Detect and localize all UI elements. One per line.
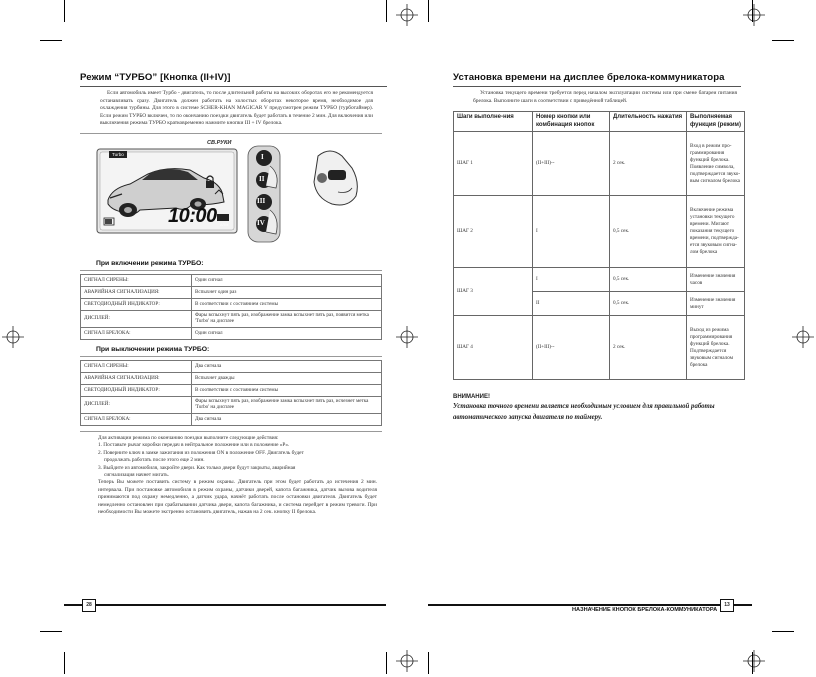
table-row	[81, 298, 382, 310]
table-value: Вспыхнет дважды	[192, 372, 382, 384]
turbo-outro-paragraph: Теперь Вы можете поставить систему в режим охраны. Двигатель при этом будет работать до истечения 2 мин. интервала. При постановке автомобиля в режим охраны, датчики дверей, капота багажника, датчик вызова водителя принимаются под охрану немедленно, а датчик удара, начнёт работать после остановки двигателя. Двигатель будет немедленно остановлен при срабатывании датчика двери, капота багажника, и система перейдет в режим тревоги. При необходимости Вы можете экстренно остановить двигатель, нажав на 2 сек. кнопку II брелока.	[98, 479, 377, 516]
turbo-on-table	[80, 274, 382, 340]
function-cell: Включение режима установки текущего времени. Мигают показания текущего времени, подтвержда-ется звуковым сигна-лом брелока	[687, 196, 745, 268]
turbo-section-title: Режим “ТУРБО” [Кнопка (II+IV)]	[80, 72, 231, 83]
table-top-rule	[80, 270, 382, 271]
footer-section-title: НАЗНАЧЕНИЕ КНОПОК БРЕЛОКА-КОММУНИКАТОРА	[572, 607, 718, 613]
table-value: В соответствии с состоянием системы	[192, 384, 382, 396]
duration-cell: 2 сек.	[610, 132, 687, 196]
table-key: СВЕТОДИОДНЫЙ ИНДИКАТОР:	[81, 384, 192, 396]
crop-mark	[752, 652, 753, 674]
registration-mark-bottom-right-icon	[743, 650, 765, 672]
table-value: Два сигнала	[192, 360, 382, 372]
turbo-off-table	[80, 360, 382, 426]
table-key: СИГНАЛ БРЕЛОКА:	[81, 327, 192, 339]
button-cell: I	[533, 268, 610, 292]
registration-mark-left-icon	[2, 326, 24, 348]
intro-rule	[80, 133, 382, 134]
function-cell: Выход из режима программирования функций брелока. Подтверждается звуковым сигналом брелока	[687, 316, 745, 380]
left-page	[80, 66, 387, 516]
table-value: Один сигнал	[192, 274, 382, 286]
crop-mark	[428, 0, 429, 22]
duration-cell: 0,5 сек.	[610, 196, 687, 268]
key-3-label: III	[257, 196, 266, 205]
duration-cell: 0,5 сек.	[610, 268, 687, 292]
device-label: СВ.РУКИ	[207, 139, 232, 146]
duration-cell: 2 сек.	[610, 316, 687, 380]
table-value: Два сигнала	[192, 413, 382, 425]
table-top-rule	[80, 356, 382, 357]
table-row	[81, 360, 382, 372]
left-page-number: 28	[82, 599, 96, 612]
table-value: В соответствии с состоянием системы	[192, 298, 382, 310]
list-item: 1. Поставьте рычаг коробки передач в нейтральное положение или в положение «P».	[98, 442, 290, 449]
key-4-label: IV	[257, 218, 265, 227]
crop-mark	[40, 40, 62, 41]
turbo-mode-label: Turbo	[109, 151, 127, 158]
title-rule	[80, 86, 387, 87]
column-header: Выполняемая функция (режим)	[687, 112, 745, 132]
button-cell: I	[533, 196, 610, 268]
table-key: СИГНАЛ БРЕЛОКА:	[81, 413, 192, 425]
table-value: Один сигнал	[192, 327, 382, 339]
crop-mark	[386, 652, 387, 674]
turbo-off-heading: При выключении режима ТУРБО:	[96, 345, 210, 353]
remote-illustration	[80, 138, 387, 258]
button-cell: (II+III)--	[533, 132, 610, 196]
button-cell: (II+III)--	[533, 316, 610, 380]
turbo-intro-paragraph: Если автомобиль имеет Турбо - двигатель, то после длительной работы на высоких оборотах его не рекомендуется останавливать сразу. Двигатель должен работать на холостых оборотах некоторое время, необходимое для охлаждения турбины. Для этого в системе SCHER-KHAN MAGICAR V предусмотрен режим ТУРБО (турботаймер). Если режим ТУРБО включен, то по окончанию поездки двигатель будет работать в течение 2 мин. Для включения или выключения режима ТУРБО кратковременно нажмите кнопки III + IV брелока.	[100, 90, 373, 127]
registration-mark-top-right-icon	[743, 4, 765, 26]
registration-mark-bottom-left-icon	[396, 650, 418, 672]
left-footer-rule	[64, 604, 386, 606]
activation-steps	[98, 435, 377, 479]
title-rule	[453, 86, 741, 87]
list-item: сигнализация начнет мигать.	[104, 472, 170, 478]
table-row	[81, 396, 382, 413]
table-row	[81, 384, 382, 396]
table-value: Фары вспыхнут пять раз, изображение замка вспыхнет пять раз, исчезнет метка 'Turbo' на дисплее	[192, 396, 382, 413]
table-key: АВАРИЙНАЯ СИГНАЛИЗАЦИЯ:	[81, 286, 192, 298]
right-page-number: 13	[720, 599, 734, 612]
table-key: АВАРИЙНАЯ СИГНАЛИЗАЦИЯ:	[81, 372, 192, 384]
list-item: 2. Поверните ключ в замке зажигания из положения ON в положение OFF. Двигатель будет	[98, 449, 304, 456]
table-row	[81, 327, 382, 339]
table-row	[454, 132, 745, 196]
column-header: Номер кнопки или комбинация кнопок	[533, 112, 610, 132]
table-row	[81, 286, 382, 298]
time-intro-paragraph: Установка текущего времени требуется перед началом эксплуатации системы или при смене батареи питания брелока. Выполните шаги в соответствии с приведённой таблицей.	[473, 90, 737, 104]
table-row	[81, 310, 382, 327]
crop-mark	[772, 631, 794, 632]
crop-mark	[64, 0, 65, 22]
function-cell: Изменение значения часов	[687, 268, 745, 292]
display-time: 10:00	[168, 204, 217, 227]
table-key: СВЕТОДИОДНЫЙ ИНДИКАТОР:	[81, 298, 192, 310]
remote-buttons	[246, 144, 282, 244]
table-value: Вспыхнет один раз	[192, 286, 382, 298]
column-header: Шаги выполне-ния	[454, 112, 533, 132]
hand-remote-icon	[308, 148, 370, 210]
table-header-row	[454, 112, 745, 132]
table-key: ДИСПЛЕЙ:	[81, 310, 192, 327]
crop-mark	[64, 652, 65, 674]
duration-cell: 0,5 сек.	[610, 292, 687, 316]
crop-mark	[772, 40, 794, 41]
table-key: СИГНАЛ СИРЕНЫ:	[81, 274, 192, 286]
time-section-title: Установка времени на дисплее брелока-коммуникатора	[453, 72, 725, 83]
crop-mark	[40, 631, 62, 632]
step-cell: ШАГ 3	[454, 268, 533, 316]
registration-mark-top-left-icon	[396, 4, 418, 26]
warning-title: ВНИМАНИЕ!	[453, 394, 490, 400]
key-2-label: II	[259, 174, 265, 183]
table-row	[454, 196, 745, 268]
list-item: продолжать работать после этого еще 2 мин.	[104, 457, 205, 464]
warning-text: Установка точного времени является необходимым условием для правильной работы автоматического запуска двигателя по таймеру.	[453, 403, 715, 421]
column-header: Длительность нажатия	[610, 112, 687, 132]
step-cell: ШАГ 2	[454, 196, 533, 268]
step-cell: ШАГ 1	[454, 132, 533, 196]
registration-mark-right-icon	[792, 326, 814, 348]
crop-mark	[428, 652, 429, 674]
table-row	[81, 372, 382, 384]
time-setting-table	[453, 111, 745, 380]
table-row	[454, 268, 745, 292]
table-key: СИГНАЛ СИРЕНЫ:	[81, 360, 192, 372]
table-row	[81, 413, 382, 425]
function-cell: Изменение значения минут	[687, 292, 745, 316]
table-bottom-rule	[80, 431, 382, 432]
right-page	[453, 66, 741, 423]
step-cell: ШАГ 4	[454, 316, 533, 380]
registration-mark-center-icon	[396, 326, 418, 348]
table-row	[454, 316, 745, 380]
turbo-on-heading: При включении режима ТУРБО:	[96, 259, 204, 267]
arm-label: ARM	[220, 222, 229, 227]
list-item: 3. Выйдите из автомобиля, закройте двери. Как только двери будут закрыты, аварийная	[98, 464, 296, 471]
table-value: Фары вспыхнут пять раз, изображение замка вспыхнет пять раз, появится метка 'Turbo' на дисплее	[192, 310, 382, 327]
crop-mark	[386, 0, 387, 22]
button-cell: II	[533, 292, 610, 316]
key-1-label: I	[261, 152, 264, 161]
steps-intro: Для активации режима по окончанию поездки выполните следующие действия:	[98, 434, 279, 441]
table-key: ДИСПЛЕЙ:	[81, 396, 192, 413]
table-row	[81, 274, 382, 286]
right-footer-rule	[428, 604, 752, 606]
function-cell: Вход в режим про-граммирования функций брелока. Появление символа, подтверждается звуко-вым сигналом брелока	[687, 132, 745, 196]
crop-mark	[752, 0, 753, 22]
